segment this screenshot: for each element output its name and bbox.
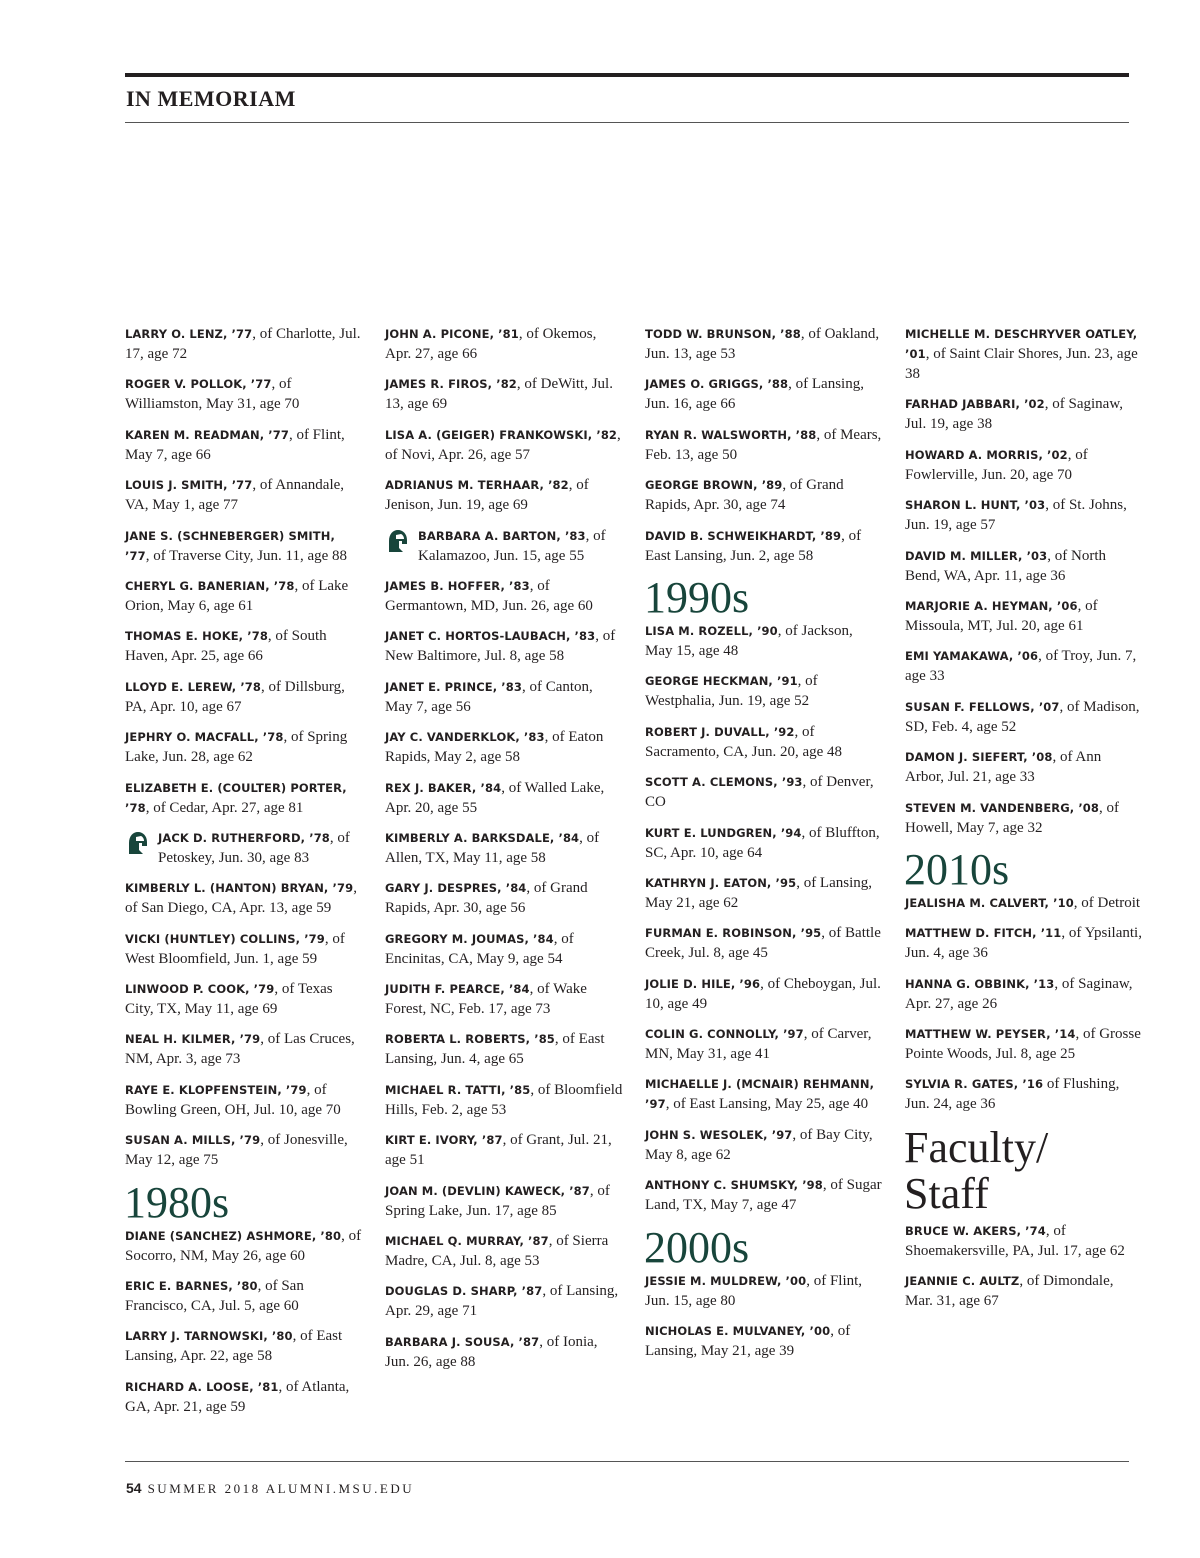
obituary-entry (385, 526, 623, 566)
obituary-entry (645, 1024, 883, 1064)
obituary-details: , of Carver, MN, May 31, age 41 (645, 1026, 872, 1063)
obituary-entry (905, 923, 1143, 963)
obituary-details: , of Walled Lake, Apr. 20, age 55 (385, 779, 605, 816)
obituary-entry (905, 798, 1143, 838)
obituary-details: , of Cedar, Apr. 27, age 81 (145, 799, 304, 816)
obituary-entry (385, 1332, 623, 1372)
obituary-name: JOLIE D. HILE, ’96 (645, 976, 761, 991)
obituary-details: , of Spring Lake, Jun. 28, age 62 (125, 729, 348, 766)
obituary-entry (125, 626, 363, 666)
obituary-name: JANET C. HORTOS-LAUBACH, ’83 (385, 629, 596, 644)
obituary-details: , of Mears, Feb. 13, age 50 (645, 426, 882, 463)
obituary-details: , of Madison, SD, Feb. 4, age 52 (905, 698, 1140, 735)
obituary-details: , of Battle Creek, Jul. 8, age 45 (645, 925, 881, 962)
obituary-entry (645, 1175, 883, 1215)
obituary-name: LLOYD E. LEREW, ’78 (125, 679, 262, 694)
obituary-entry (385, 778, 623, 818)
obituary-name: LINWOOD P. COOK, ’79 (125, 982, 275, 997)
obituary-details: , of Bloomfield Hills, Feb. 2, age 53 (385, 1081, 623, 1118)
obituary-name: REX J. BAKER, ’84 (385, 780, 502, 795)
obituary-name: MICHELLE M. DESCHRYVER OATLEY, ’01 (905, 327, 1138, 361)
obituary-details: , of Sacramento, CA, Jun. 20, age 48 (645, 723, 843, 760)
obituary-details: , of Kalamazoo, Jun. 15, age 55 (418, 527, 606, 564)
obituary-entry (125, 1377, 363, 1417)
obituary-entry (385, 576, 623, 616)
obituary-details: , of Saginaw, Apr. 27, age 26 (905, 975, 1133, 1012)
obituary-name: DOUGLAS D. SHARP, ’87 (385, 1284, 543, 1299)
obituary-name: MICHAEL R. TATTI, ’85 (385, 1082, 531, 1097)
obituary-name: LISA M. ROZELL, ’90 (645, 623, 778, 638)
obituary-entry (645, 823, 883, 863)
obituary-details: , of Atlanta, GA, Apr. 21, age 59 (125, 1378, 350, 1415)
obituary-entry (905, 893, 1143, 913)
obituary-details: , of Ionia, Jun. 26, age 88 (385, 1333, 598, 1370)
obituary-entry (385, 1231, 623, 1271)
top-rule (125, 73, 1129, 77)
obituary-name: JAMES R. FIROS, ’82 (385, 377, 517, 392)
obituary-details: , of Fowlerville, Jun. 20, age 70 (905, 446, 1088, 483)
obituary-details: , of Ann Arbor, Jul. 21, age 33 (905, 749, 1102, 786)
obituary-details: , of Ypsilanti, Jun. 4, age 36 (905, 925, 1142, 962)
obituary-name: SUSAN A. MILLS, ’79 (125, 1133, 261, 1148)
obituary-details: , of Grand Rapids, Apr. 30, age 56 (385, 880, 588, 917)
column-4 (905, 324, 1143, 1322)
obituary-name: LOUIS J. SMITH, ’77 (125, 478, 253, 493)
obituary-entry (645, 1074, 883, 1114)
obituary-name: RICHARD A. LOOSE, ’81 (125, 1379, 279, 1394)
obituary-details: , of Saint Clair Shores, Jun. 23, age 38 (905, 346, 1138, 382)
obituary-entry (905, 1074, 1143, 1114)
obituary-name: MATTHEW D. FITCH, ’11 (905, 926, 1062, 941)
footer-text: SUMMER 2018 ALUMNI.MSU.EDU (147, 1481, 415, 1496)
obituary-name: KAREN M. READMAN, ’77 (125, 427, 289, 442)
spartan-helmet-icon (125, 830, 149, 856)
obituary-details: , of Flint, May 7, age 66 (125, 426, 345, 463)
obituary-entry (645, 671, 883, 711)
obituary-details: , of Okemos, Apr. 27, age 66 (385, 326, 597, 362)
obituary-name: CHERYL G. BANERIAN, ’78 (125, 578, 295, 593)
obituary-details: , of Detroit (1073, 894, 1141, 911)
obituary-details: , of Germantown, MD, Jun. 26, age 60 (385, 577, 593, 614)
obituary-details: , of Grand Rapids, Apr. 30, age 74 (645, 477, 844, 514)
obituary-entry (905, 495, 1143, 535)
obituary-name: MATTHEW W. PEYSER, ’14 (905, 1027, 1076, 1042)
obituary-entry (385, 1130, 623, 1170)
column-3 (645, 324, 883, 1371)
obituary-name: LARRY J. TARNOWSKI, ’80 (125, 1329, 293, 1344)
obituary-details: , of Socorro, NM, May 26, age 60 (125, 1227, 362, 1264)
title-rule (125, 122, 1129, 123)
obituary-details: , of Jenison, Jun. 19, age 69 (385, 477, 589, 514)
obituary-details: , of Missoula, MT, Jul. 20, age 61 (905, 597, 1098, 634)
obituary-name: EMI YAMAKAWA, ’06 (905, 649, 1039, 664)
obituary-name: MARJORIE A. HEYMAN, ’06 (905, 598, 1078, 613)
obituary-name: JOHN S. WESOLEK, ’97 (645, 1127, 793, 1142)
decade-heading: 1990s (644, 572, 750, 622)
obituary-details: , of Novi, Apr. 26, age 57 (385, 426, 621, 463)
obituary-entry (385, 677, 623, 717)
obituary-entry (385, 828, 623, 868)
obituary-name: VICKI (HUNTLEY) COLLINS, ’79 (125, 931, 325, 946)
obituary-details: , of Jonesville, May 12, age 75 (125, 1132, 348, 1169)
obituary-entry (125, 828, 363, 868)
obituary-details: , of Flint, Jun. 15, age 80 (645, 1272, 863, 1309)
obituary-entry (385, 626, 623, 666)
obituary-name: GEORGE BROWN, ’89 (645, 478, 783, 493)
section-title: IN MEMORIAM (126, 86, 296, 111)
obituary-name: ROGER V. POLLOK, ’77 (125, 377, 272, 392)
obituary-entry (645, 772, 883, 812)
obituary-details: , of East Lansing, Jun. 2, age 58 (645, 527, 862, 564)
obituary-details: , of Bay City, May 8, age 62 (645, 1126, 873, 1163)
obituary-entry (385, 1281, 623, 1321)
obituary-entry (645, 1321, 883, 1361)
obituary-name: JUDITH F. PEARCE, ’84 (385, 982, 530, 997)
obituary-details: , of East Lansing, Jun. 4, age 65 (385, 1031, 605, 1068)
obituary-details: , of New Baltimore, Jul. 8, age 58 (385, 628, 616, 665)
obituary-name: GEORGE HECKMAN, ’91 (645, 674, 798, 689)
obituary-details: , of Sierra Madre, CA, Jul. 8, age 53 (385, 1233, 609, 1270)
obituary-details: , of Lansing, Apr. 29, age 71 (385, 1283, 619, 1320)
obituary-details: , of Westphalia, Jun. 19, age 52 (645, 673, 818, 710)
obituary-details: , of Howell, May 7, age 32 (905, 799, 1120, 836)
obituary-name: ANTHONY C. SHUMSKY, ’98 (645, 1178, 823, 1193)
obituary-details: , of Grant, Jul. 21, age 51 (385, 1132, 612, 1169)
obituary-entry (905, 697, 1143, 737)
obituary-entry (385, 727, 623, 767)
page-footer (126, 1480, 414, 1497)
obituary-name: STEVEN M. VANDENBERG, ’08 (905, 800, 1100, 815)
obituary-name: GREGORY M. JOUMAS, ’84 (385, 931, 554, 946)
obituary-name: JESSIE M. MULDREW, ’00 (645, 1273, 807, 1288)
obituary-details: , of Wake Forest, NC, Feb. 17, age 73 (385, 981, 587, 1018)
obituary-details: , of Dillsburg, PA, Apr. 10, age 67 (125, 678, 345, 715)
obituary-entry (125, 778, 363, 818)
obituary-details: , of San Diego, CA, Apr. 13, age 59 (125, 880, 357, 917)
obituary-entry (125, 526, 363, 566)
obituary-entry (905, 1271, 1143, 1311)
obituary-name: KIMBERLY A. BARKSDALE, ’84 (385, 830, 580, 845)
obituary-details: , of Saginaw, Jul. 19, age 38 (905, 396, 1123, 433)
obituary-name: RAYE E. KLOPFENSTEIN, ’79 (125, 1082, 307, 1097)
obituary-name: KIRT E. IVORY, ’87 (385, 1133, 503, 1148)
column-1 (125, 324, 363, 1427)
obituary-name: KATHRYN J. EATON, ’95 (645, 875, 797, 890)
obituary-name: ROBERTA L. ROBERTS, ’85 (385, 1032, 555, 1047)
obituary-details: , of Las Cruces, NM, Apr. 3, age 73 (125, 1031, 355, 1068)
obituary-name: JANE S. (SCHNEBERGER) SMITH, ’77 (125, 528, 335, 563)
obituary-name: GARY J. DESPRES, ’84 (385, 881, 527, 896)
obituary-details: , of Jackson, May 15, age 48 (645, 622, 853, 659)
obituary-details: , of Allen, TX, May 11, age 58 (385, 829, 600, 866)
obituary-name: ERIC E. BARNES, ’80 (125, 1279, 258, 1294)
obituary-details: , of Lansing, May 21, age 62 (645, 874, 873, 911)
obituary-name: JEALISHA M. CALVERT, ’10 (905, 895, 1074, 910)
obituary-entry (385, 324, 623, 364)
obituary-details: of Flushing, Jun. 24, age 36 (905, 1076, 1120, 1113)
obituary-entry (125, 929, 363, 969)
obituary-name: JAMES O. GRIGGS, ’88 (645, 377, 789, 392)
obituary-entry (125, 677, 363, 717)
obituary-details: , of East Lansing, May 25, age 40 (665, 1096, 869, 1113)
faculty-staff-heading: Faculty/ Staff (904, 1122, 1049, 1218)
obituary-entry (125, 475, 363, 515)
obituary-name: NICHOLAS E. MULVANEY, ’00 (645, 1324, 831, 1339)
obituary-entry (645, 1271, 883, 1311)
obituary-entry (385, 878, 623, 918)
obituary-name: BRUCE W. AKERS, ’74 (905, 1223, 1046, 1238)
obituary-name: HANNA G. OBBINK, ’13 (905, 976, 1055, 991)
obituary-name: JEPHRY O. MACFALL, ’78 (125, 730, 284, 745)
obituary-entry (645, 722, 883, 762)
obituary-name: LARRY O. LENZ, ’77 (125, 327, 253, 341)
obituary-details: , of Lake Orion, May 6, age 61 (125, 577, 349, 614)
obituary-details: , of Williamston, May 31, age 70 (125, 376, 300, 413)
obituary-name: DAVID M. MILLER, ’03 (905, 548, 1048, 563)
obituary-details: , of Texas City, TX, May 11, age 69 (125, 981, 333, 1018)
obituary-name: BARBARA J. SOUSA, ’87 (385, 1334, 540, 1349)
obituary-name: SCOTT A. CLEMONS, ’93 (645, 775, 803, 790)
obituary-entry (905, 324, 1143, 384)
obituary-name: JOAN M. (DEVLIN) KAWECK, ’87 (385, 1183, 590, 1198)
obituary-name: ROBERT J. DUVALL, ’92 (645, 724, 795, 739)
obituary-details: , of South Haven, Apr. 25, age 66 (125, 628, 327, 665)
obituary-entry (125, 374, 363, 414)
obituary-entry (905, 974, 1143, 1014)
obituary-entry (385, 979, 623, 1019)
obituary-name: ELIZABETH E. (COULTER) PORTER, ’78 (125, 780, 347, 815)
footer-rule (125, 1461, 1129, 1462)
obituary-details: , of Spring Lake, Jun. 17, age 85 (385, 1182, 610, 1219)
obituary-details: , of East Lansing, Apr. 22, age 58 (125, 1328, 343, 1365)
obituary-name: HOWARD A. MORRIS, ’02 (905, 447, 1068, 462)
obituary-name: TODD W. BRUNSON, ’88 (645, 327, 801, 341)
obituary-entry (645, 621, 883, 661)
decade-heading: 2000s (644, 1222, 750, 1272)
obituary-details: , of Charlotte, Jul. 17, age 72 (125, 326, 361, 362)
obituary-name: JACK D. RUTHERFORD, ’78 (158, 830, 330, 845)
obituary-name: JANET E. PRINCE, ’83 (385, 679, 522, 694)
obituary-details: , of Petoskey, Jun. 30, age 83 (158, 829, 350, 866)
obituary-entry (125, 324, 363, 364)
obituary-name: JOHN A. PICONE, ’81 (385, 327, 519, 341)
obituary-name: ADRIANUS M. TERHAAR, ’82 (385, 478, 569, 493)
obituary-entry (125, 979, 363, 1019)
obituary-entry (645, 526, 883, 566)
obituary-name: SYLVIA R. GATES, ’16 (905, 1077, 1044, 1092)
obituary-details: , of Shoemakersville, PA, Jul. 17, age 62 (905, 1222, 1125, 1259)
obituary-entry (645, 475, 883, 515)
obituary-entry (645, 1125, 883, 1165)
obituary-name: LISA A. (GEIGER) FRANKOWSKI, ’82 (385, 427, 618, 442)
obituary-name: KURT E. LUNDGREN, ’94 (645, 825, 802, 840)
obituary-details: , of Sugar Land, TX, May 7, age 47 (645, 1177, 882, 1214)
obituary-name: DAVID B. SCHWEIKHARDT, ’89 (645, 528, 842, 543)
obituary-entry (645, 324, 883, 364)
obituary-entry (645, 374, 883, 414)
obituary-entry (125, 727, 363, 767)
obituary-name: SHARON L. HUNT, ’03 (905, 498, 1046, 513)
obituary-details: , of Denver, CO (645, 774, 874, 811)
obituary-entry (645, 974, 883, 1014)
obituary-details: , of Encinitas, CA, May 9, age 54 (385, 930, 574, 967)
obituary-details: , of Canton, May 7, age 56 (385, 678, 593, 715)
obituary-details: , of Eaton Rapids, May 2, age 58 (385, 729, 604, 766)
obituary-entry (125, 1276, 363, 1316)
obituary-details: , of North Bend, WA, Apr. 11, age 36 (905, 547, 1107, 584)
obituary-name: FARHAD JABBARI, ’02 (905, 397, 1045, 412)
obituary-entry (385, 475, 623, 515)
obituary-entry (385, 1029, 623, 1069)
obituary-entry (905, 1221, 1143, 1261)
column-2 (385, 324, 623, 1382)
obituary-details: , of Lansing, May 21, age 39 (645, 1323, 851, 1360)
obituary-details: , of San Francisco, CA, Jul. 5, age 60 (125, 1278, 304, 1315)
obituary-entry (385, 374, 623, 414)
obituary-details: , of Cheboygan, Jul. 10, age 49 (645, 975, 881, 1012)
obituary-details: , of Traverse City, Jun. 11, age 88 (145, 547, 348, 564)
obituary-entry (905, 646, 1143, 686)
obituary-name: MICHAELLE J. (MCNAIR) REHMANN, ’97 (645, 1077, 875, 1112)
obituary-name: THOMAS E. HOKE, ’78 (125, 629, 268, 644)
obituary-entry (385, 1080, 623, 1120)
obituary-entry (905, 394, 1143, 434)
obituary-name: JAY C. VANDERKLOK, ’83 (385, 730, 545, 745)
obituary-entry (645, 425, 883, 465)
obituary-entry (125, 576, 363, 616)
obituary-entry (125, 1029, 363, 1069)
obituary-entry (385, 929, 623, 969)
obituary-name: JAMES B. HOFFER, ’83 (385, 578, 530, 593)
obituary-details: , of West Bloomfield, Jun. 1, age 59 (125, 930, 345, 967)
obituary-entry (125, 878, 363, 918)
obituary-entry (385, 1181, 623, 1221)
obituary-name: DAMON J. SIEFERT, ’08 (905, 750, 1053, 765)
decade-heading: 1980s (124, 1177, 230, 1227)
obituary-name: KIMBERLY L. (HANTON) BRYAN, ’79 (125, 881, 354, 896)
obituary-entry (125, 1080, 363, 1120)
obituary-details: , of Bowling Green, OH, Jul. 10, age 70 (125, 1081, 341, 1118)
obituary-details: , of Troy, Jun. 7, age 33 (905, 648, 1137, 685)
obituary-name: NEAL H. KILMER, ’79 (125, 1032, 261, 1047)
decade-heading: 2010s (904, 844, 1010, 894)
obituary-details: , of St. Johns, Jun. 19, age 57 (905, 497, 1127, 534)
obituary-name: COLIN G. CONNOLLY, ’97 (645, 1027, 804, 1042)
obituary-details: , of Annandale, VA, May 1, age 77 (125, 477, 345, 514)
obituary-entry (125, 425, 363, 465)
spartan-helmet-icon (385, 528, 409, 554)
obituary-entry (645, 923, 883, 963)
obituary-entry (905, 445, 1143, 485)
obituary-entry (905, 596, 1143, 636)
obituary-entry (125, 1326, 363, 1366)
obituary-details: , of Lansing, Jun. 16, age 66 (645, 376, 864, 413)
obituary-name: RYAN R. WALSWORTH, ’88 (645, 427, 817, 442)
obituary-details: , of Dimondale, Mar. 31, age 67 (905, 1273, 1114, 1310)
obituary-entry (645, 873, 883, 913)
obituary-details: , of DeWitt, Jul. 13, age 69 (385, 376, 613, 413)
obituary-entry (125, 1226, 363, 1266)
obituary-details: , of Bluffton, SC, Apr. 10, age 64 (645, 824, 880, 861)
obituary-name: SUSAN F. FELLOWS, ’07 (905, 699, 1060, 714)
obituary-entry (905, 1024, 1143, 1064)
obituary-name: DIANE (SANCHEZ) ASHMORE, ’80 (125, 1228, 342, 1243)
obituary-entry (905, 747, 1143, 787)
obituary-entry (125, 1130, 363, 1170)
obituary-details: , of Grosse Pointe Woods, Jul. 8, age 25 (905, 1026, 1141, 1063)
obituary-name: BARBARA A. BARTON, ’83 (418, 528, 586, 543)
obituary-details: , of Oakland, Jun. 13, age 53 (645, 326, 880, 362)
page-number: 54 (126, 1480, 142, 1496)
obituary-entry (385, 425, 623, 465)
obituary-entry (905, 546, 1143, 586)
obituary-name: JEANNIE C. AULTZ (905, 1274, 1020, 1289)
obituary-name: MICHAEL Q. MURRAY, ’87 (385, 1234, 549, 1249)
obituary-name: FURMAN E. ROBINSON, ’95 (645, 926, 822, 941)
